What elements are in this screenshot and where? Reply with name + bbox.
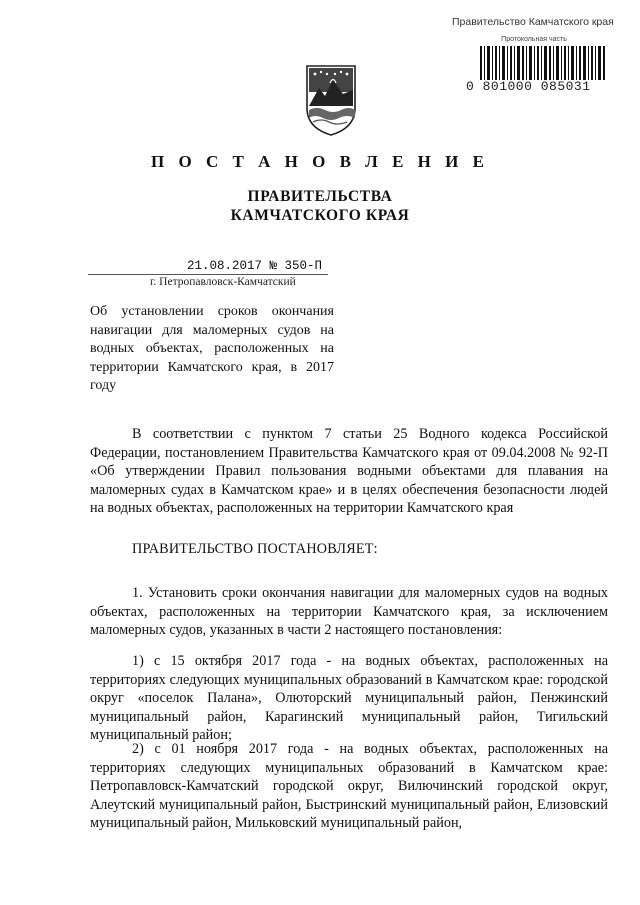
decree-heading: ПРАВИТЕЛЬСТВО ПОСТАНОВЛЯЕТ: [132, 541, 378, 557]
coat-of-arms-icon [303, 62, 359, 138]
barcode-icon [480, 46, 606, 80]
subitem-2-paragraph: 2) с 01 ноября 2017 года - на водных объектах, расположенных на территориях следующих муниципальных образований в Камчатском крае: Петропавловск-Камчатский городской округ, Вилючинский городской округ, Алеутский муниципальный район, Быстринский муниципальный район, Елизовский муниципальный район, Мильковский муниципальный район, [90, 741, 608, 832]
subitem-1-paragraph: 1) с 15 октября 2017 года - на водных объектах, расположенных на территориях следующих муниципальных образований в Камчатском крае: городской округ «поселок Палана», Олюторский муниципальный район, Пенжинский муниципальный район, Карагинский муниципальный район, Тигильский муниципальный район; [90, 653, 608, 744]
item-1-paragraph: 1. Установить сроки окончания навигации для маломерных судов на водных объектах, расположенных на территории Камчатского края, за исключением маломерных судов, указанных в части 2 настоящего постановления: [90, 585, 608, 639]
document-city: г. Петропавловск-Камчатский [150, 276, 296, 288]
document-date-number: 21.08.2017 № 350-П [88, 259, 328, 275]
registration-stamp-organization: Правительство Камчатского края [452, 16, 614, 28]
document-subject: Об установлении сроков окончания навигации для маломерных судов на водных объектах, расположенных на территории Камчатского края, в 2017 году [90, 304, 334, 394]
issuing-body-line1: ПРАВИТЕЛЬСТВА [247, 188, 393, 205]
registration-barcode [462, 36, 612, 106]
barcode-number: 0 801000 085031 [466, 79, 591, 94]
barcode-caption: Протокольная часть [501, 36, 567, 43]
issuing-body-line2: КАМЧАТСКОГО КРАЯ [230, 207, 410, 224]
document-title: П О С Т А Н О В Л Е Н И Е [151, 152, 489, 171]
preamble-paragraph: В соответствии с пунктом 7 статьи 25 Водного кодекса Российской Федерации, постановлением Правительства Камчатского края от 09.04.2008 № 92-П «Об утверждении Правил пользования водными объектами для плавания на маломерных судах в Камчатском крае» и в целях обеспечения безопасности людей на водных объектах, расположенных на территории Камчатского края [90, 426, 608, 517]
